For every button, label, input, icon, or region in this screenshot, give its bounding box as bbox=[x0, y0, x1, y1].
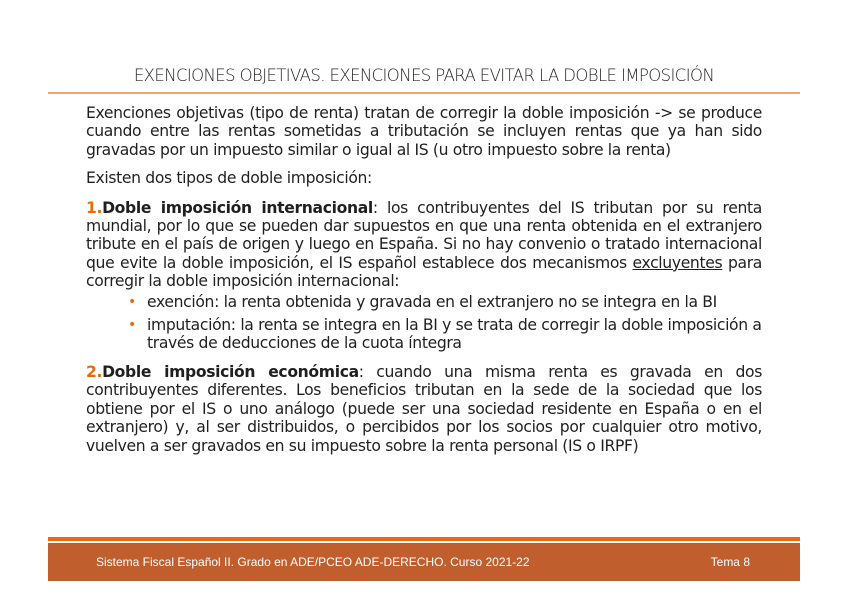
footer-accent-line bbox=[48, 537, 800, 541]
bullet-text: imputación: la renta se integra en la BI y se trata de corregir la doble imposición a través de deducciones de la cuota íntegra bbox=[147, 316, 762, 353]
intro-paragraph: Exenciones objetivas (tipo de renta) tratan de corregir la doble imposición -> se produce cuando entre las rentas sometidas a tributación se incluyen rentas que ya han sido gravadas por un impuesto similar o igual al IS (u otro impuesto sobre la renta) bbox=[86, 104, 762, 159]
item-2-text: : cuando una misma renta es gravada en dos contribuyentes diferentes. Los beneficios tributan en la sede de la sociedad que los obtiene por el IS o uno análogo (puede ser una sociedad residente en España o en el extranjero) y, al ser distribuidos, o percibidos por los socios por cualquier otro motivo, vuelven a ser gravados en su impuesto sobre la renta personal (IS o IRPF) bbox=[86, 362, 762, 455]
list-item bbox=[128, 316, 762, 353]
bullet-icon: • bbox=[128, 317, 136, 334]
types-intro: Existen dos tipos de doble imposición: bbox=[86, 169, 372, 188]
list-item bbox=[128, 293, 762, 311]
item-1-text-end: para corregir la doble imposición internacional: bbox=[86, 253, 762, 291]
slide-title: EXENCIONES OBJETIVAS. EXENCIONES PARA EVITAR LA DOBLE IMPOSICIÓN bbox=[133, 66, 715, 85]
slide-body bbox=[86, 104, 762, 455]
item-2-heading: Doble imposición económica bbox=[102, 362, 359, 381]
title-underline bbox=[48, 92, 800, 94]
footer-topic-text: Tema 8 bbox=[710, 555, 750, 569]
mechanisms-list bbox=[128, 293, 762, 353]
footer-course-text: Sistema Fiscal Español II. Grado en ADE/PCEO ADE-DERECHO. Curso 2021-22 bbox=[96, 555, 530, 569]
bullet-text: exención: la renta obtenida y gravada en el extranjero no se integra en la BI bbox=[147, 292, 717, 311]
item-1-heading: Doble imposición internacional bbox=[102, 198, 373, 217]
item-1-underlined: excluyentes bbox=[632, 253, 723, 272]
item-1-number: 1. bbox=[86, 198, 103, 217]
item-1-paragraph bbox=[86, 199, 762, 291]
item-2-number: 2. bbox=[86, 362, 103, 381]
bullet-icon: • bbox=[128, 293, 136, 310]
footer-bar bbox=[48, 543, 800, 581]
item-1-text: : los contribuyentes del IS tributan por su renta mundial, por lo que se pueden dar supuestos en que una renta obtenida en el extranjero tribute en el país de origen y luego en España. Si no hay convenio o tratado internacional que evite la doble imposición, el IS español establece dos mecanismos bbox=[86, 198, 762, 272]
item-2-paragraph bbox=[86, 363, 762, 455]
